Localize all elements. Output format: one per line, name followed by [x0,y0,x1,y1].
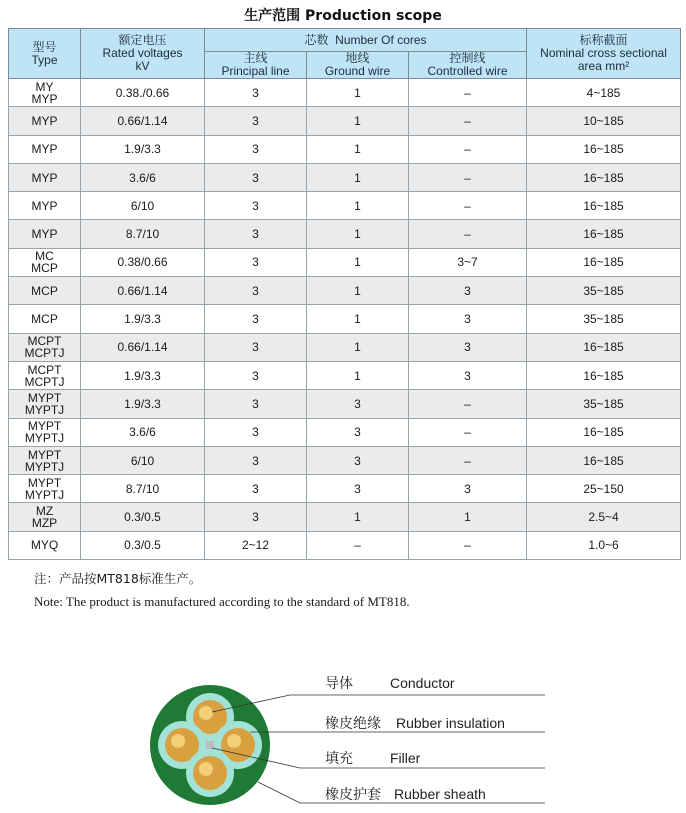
cell-ground: 1 [307,503,409,531]
header-voltage: 额定电压 Rated voltages kV [81,29,205,79]
cell-principal: 3 [205,79,307,107]
cell-controlled: 3 [409,475,527,503]
cell-ground: 1 [307,361,409,389]
cell-principal: 3 [205,503,307,531]
table-row [9,220,681,248]
cell-controlled: 1 [409,503,527,531]
label-conductor-cn: 导体 [325,675,353,691]
cell-controlled: 3 [409,333,527,361]
cell-area: 4~185 [527,79,681,107]
cell-type: MCP [9,277,81,305]
table-row [9,135,681,163]
header-ground-wire: 地线 Ground wire [307,52,409,79]
cell-type: MYPT MYPTJ [9,390,81,418]
cell-controlled: – [409,446,527,474]
cell-ground: 1 [307,305,409,333]
cable-cross-section-diagram [0,660,686,813]
label-sheath-en: Rubber sheath [394,786,486,802]
cell-area: 16~185 [527,248,681,276]
label-insulation-en: Rubber insulation [396,715,505,731]
cell-ground: – [307,531,409,559]
cell-principal: 3 [205,361,307,389]
cell-type: MYP [9,163,81,191]
label-filler-cn: 填充 [325,750,353,766]
cell-controlled: – [409,418,527,446]
cell-ground: 1 [307,333,409,361]
cell-area: 25~150 [527,475,681,503]
leader-conductor [212,695,545,712]
cell-voltage: 0.66/1.14 [81,277,205,305]
cell-voltage: 6/10 [81,192,205,220]
table-row [9,531,681,559]
cell-principal: 3 [205,220,307,248]
table-row [9,79,681,107]
cell-voltage: 1.9/3.3 [81,305,205,333]
cell-area: 16~185 [527,135,681,163]
header-row-top [9,29,681,52]
cell-principal: 3 [205,446,307,474]
cell-area: 10~185 [527,107,681,135]
cell-voltage: 1.9/3.3 [81,390,205,418]
cell-type: MYP [9,107,81,135]
cell-type: MYQ [9,531,81,559]
label-sheath-cn: 橡皮护套 [325,786,381,802]
cell-voltage: 0.38./0.66 [81,79,205,107]
cell-principal: 3 [205,418,307,446]
table-row [9,163,681,191]
cell-ground: 3 [307,390,409,418]
cell-area: 35~185 [527,305,681,333]
cell-ground: 3 [307,475,409,503]
table-row [9,446,681,474]
cell-controlled: 3 [409,305,527,333]
cell-type: MCPT MCPTJ [9,333,81,361]
cell-controlled: – [409,531,527,559]
cell-controlled: 3 [409,361,527,389]
cell-controlled: 3 [409,277,527,305]
cell-voltage: 3.6/6 [81,163,205,191]
cell-ground: 1 [307,248,409,276]
note-english: Note: The product is manufactured according to the standard of MT818. [34,594,410,609]
cell-voltage: 0.3/0.5 [81,531,205,559]
cell-area: 2.5~4 [527,503,681,531]
cell-area: 16~185 [527,418,681,446]
cell-area: 16~185 [527,333,681,361]
cell-principal: 3 [205,135,307,163]
table-row [9,333,681,361]
cell-principal: 3 [205,163,307,191]
cell-voltage: 1.9/3.3 [81,361,205,389]
cell-principal: 3 [205,475,307,503]
cell-voltage: 0.66/1.14 [81,333,205,361]
note-chinese: 注：产品按MT818标准生产。 [34,571,202,586]
page-title: 生产范围 Production scope [244,8,442,24]
cell-area: 35~185 [527,277,681,305]
cell-area: 16~185 [527,361,681,389]
table-row [9,361,681,389]
conductor-bottom [186,749,234,797]
cell-area: 16~185 [527,192,681,220]
table-row [9,277,681,305]
cell-type: MY MYP [9,79,81,107]
table-row [9,305,681,333]
cell-voltage: 3.6/6 [81,418,205,446]
cell-type: MYPT MYPTJ [9,418,81,446]
cell-controlled: – [409,390,527,418]
cell-area: 16~185 [527,163,681,191]
table-row [9,418,681,446]
table-row [9,390,681,418]
cell-ground: 1 [307,135,409,163]
cell-voltage: 8.7/10 [81,220,205,248]
header-principal-line: 主线 Principal line [205,52,307,79]
cell-area: 1.0~6 [527,531,681,559]
cell-principal: 3 [205,390,307,418]
cell-area: 16~185 [527,220,681,248]
header-type: 型号 Type [9,29,81,79]
cell-controlled: – [409,192,527,220]
cell-voltage: 1.9/3.3 [81,135,205,163]
cell-principal: 2~12 [205,531,307,559]
cell-type: MYPT MYPTJ [9,475,81,503]
cell-type: MYP [9,192,81,220]
cell-principal: 3 [205,333,307,361]
cell-type: MZ MZP [9,503,81,531]
cell-principal: 3 [205,107,307,135]
cell-voltage: 0.38/0.66 [81,248,205,276]
table-row [9,475,681,503]
cell-controlled: – [409,220,527,248]
cell-controlled: – [409,107,527,135]
cell-principal: 3 [205,192,307,220]
table-row [9,107,681,135]
cell-type: MC MCP [9,248,81,276]
production-scope-table [8,28,681,560]
table-row [9,192,681,220]
cell-principal: 3 [205,277,307,305]
header-area: 标称截面 Nominal cross sectional area mm² [527,29,681,79]
cell-ground: 1 [307,79,409,107]
cell-controlled: – [409,135,527,163]
table-row [9,503,681,531]
cell-voltage: 6/10 [81,446,205,474]
cell-controlled: – [409,163,527,191]
cell-ground: 1 [307,220,409,248]
cell-ground: 1 [307,107,409,135]
cell-type: MCPT MCPTJ [9,361,81,389]
cell-area: 16~185 [527,446,681,474]
cell-principal: 3 [205,248,307,276]
label-filler-en: Filler [390,750,421,766]
table-row [9,248,681,276]
label-conductor-en: Conductor [390,675,455,691]
cell-type: MYPT MYPTJ [9,446,81,474]
cell-voltage: 0.3/0.5 [81,503,205,531]
cell-voltage: 0.66/1.14 [81,107,205,135]
label-insulation-cn: 橡皮绝缘 [325,715,381,731]
cell-controlled: – [409,79,527,107]
cell-ground: 3 [307,446,409,474]
cell-area: 35~185 [527,390,681,418]
cell-controlled: 3~7 [409,248,527,276]
cell-ground: 3 [307,418,409,446]
cell-voltage: 8.7/10 [81,475,205,503]
cell-principal: 3 [205,305,307,333]
header-cores: 芯数 Number Of cores [205,29,527,52]
cell-ground: 1 [307,192,409,220]
cell-ground: 1 [307,277,409,305]
cell-ground: 1 [307,163,409,191]
cell-type: MYP [9,135,81,163]
table-body [9,79,681,560]
cell-type: MCP [9,305,81,333]
cell-type: MYP [9,220,81,248]
header-controlled-wire: 控制线 Controlled wire [409,52,527,79]
